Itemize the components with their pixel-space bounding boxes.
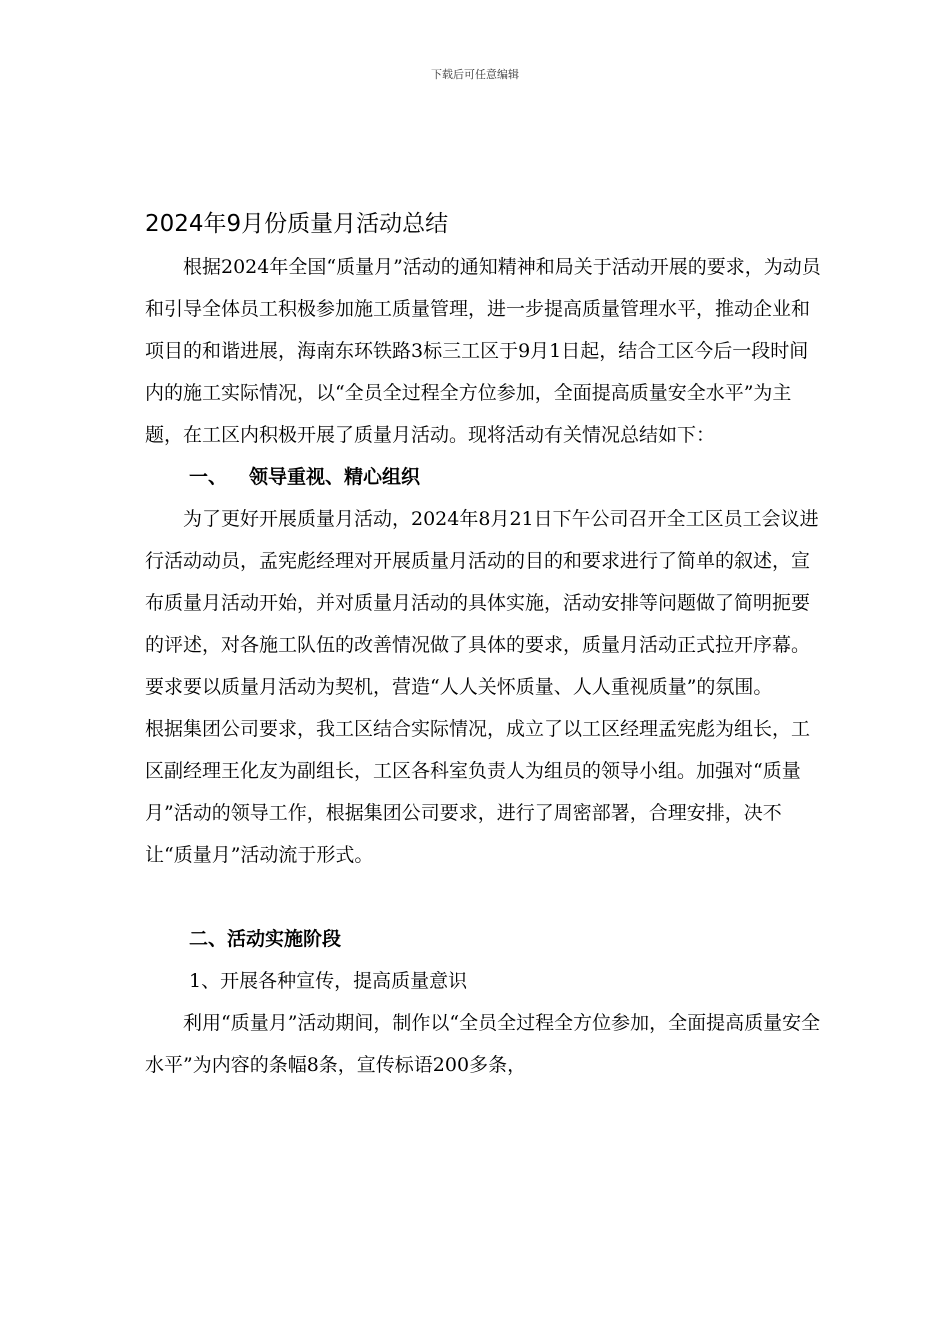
header-note: 下载后可任意编辑 [431,68,519,81]
paragraph-gap [145,876,825,918]
section1-paragraph-2: 根据集团公司要求，我工区结合实际情况，成立了以工区经理孟宪彪为组长，工区副经理王化友为副组长，工区各科室负责人为组员的领导小组。加强对“质量月”活动的领导工作，根据集团公司要求，进行了周密部署，合理安排，决不让“质量月”活动流于形式。 [145,718,811,866]
document-title: 2024年9月份质量月活动总结 [145,211,449,237]
document-body [145,204,825,1086]
intro-paragraph: 根据2024年全国“质量月”活动的通知精神和局关于活动开展的要求，为动员和引导全体员工积极参加施工质量管理，进一步提高质量管理水平，推动企业和项目的和谐进展，海南东环铁路3标三工区于9月1日起，结合工区今后一段时间内的施工实际情况，以“全员全过程全方位参加，全面提高质量安全水平”为主题，在工区内积极开展了质量月活动。现将活动有关情况总结如下： [145,256,821,446]
section2-subheading-1: 1、开展各种宣传，提高质量意识 [189,970,468,992]
section2-paragraph-1: 利用“质量月”活动期间，制作以“全员全过程全方位参加，全面提高质量安全水平”为内容的条幅8条，宣传标语200多条， [145,1012,821,1076]
section1-paragraph-1: 为了更好开展质量月活动，2024年8月21日下午公司召开全工区员工会议进行活动动员，孟宪彪经理对开展质量月活动的目的和要求进行了简单的叙述，宣布质量月活动开始，并对质量月活动的具体实施，活动安排等问题做了简明扼要的评述，对各施工队伍的改善情况做了具体的要求，质量月活动正式拉开序幕。要求要以质量月活动为契机，营造“人人关怀质量、人人重视质量”的氛围。 [145,508,819,698]
section1-heading [145,456,825,498]
section2-heading: 二、活动实施阶段 [189,928,342,950]
section1-number: 一、 [189,466,228,488]
section1-title: 领导重视、精心组织 [249,466,421,488]
